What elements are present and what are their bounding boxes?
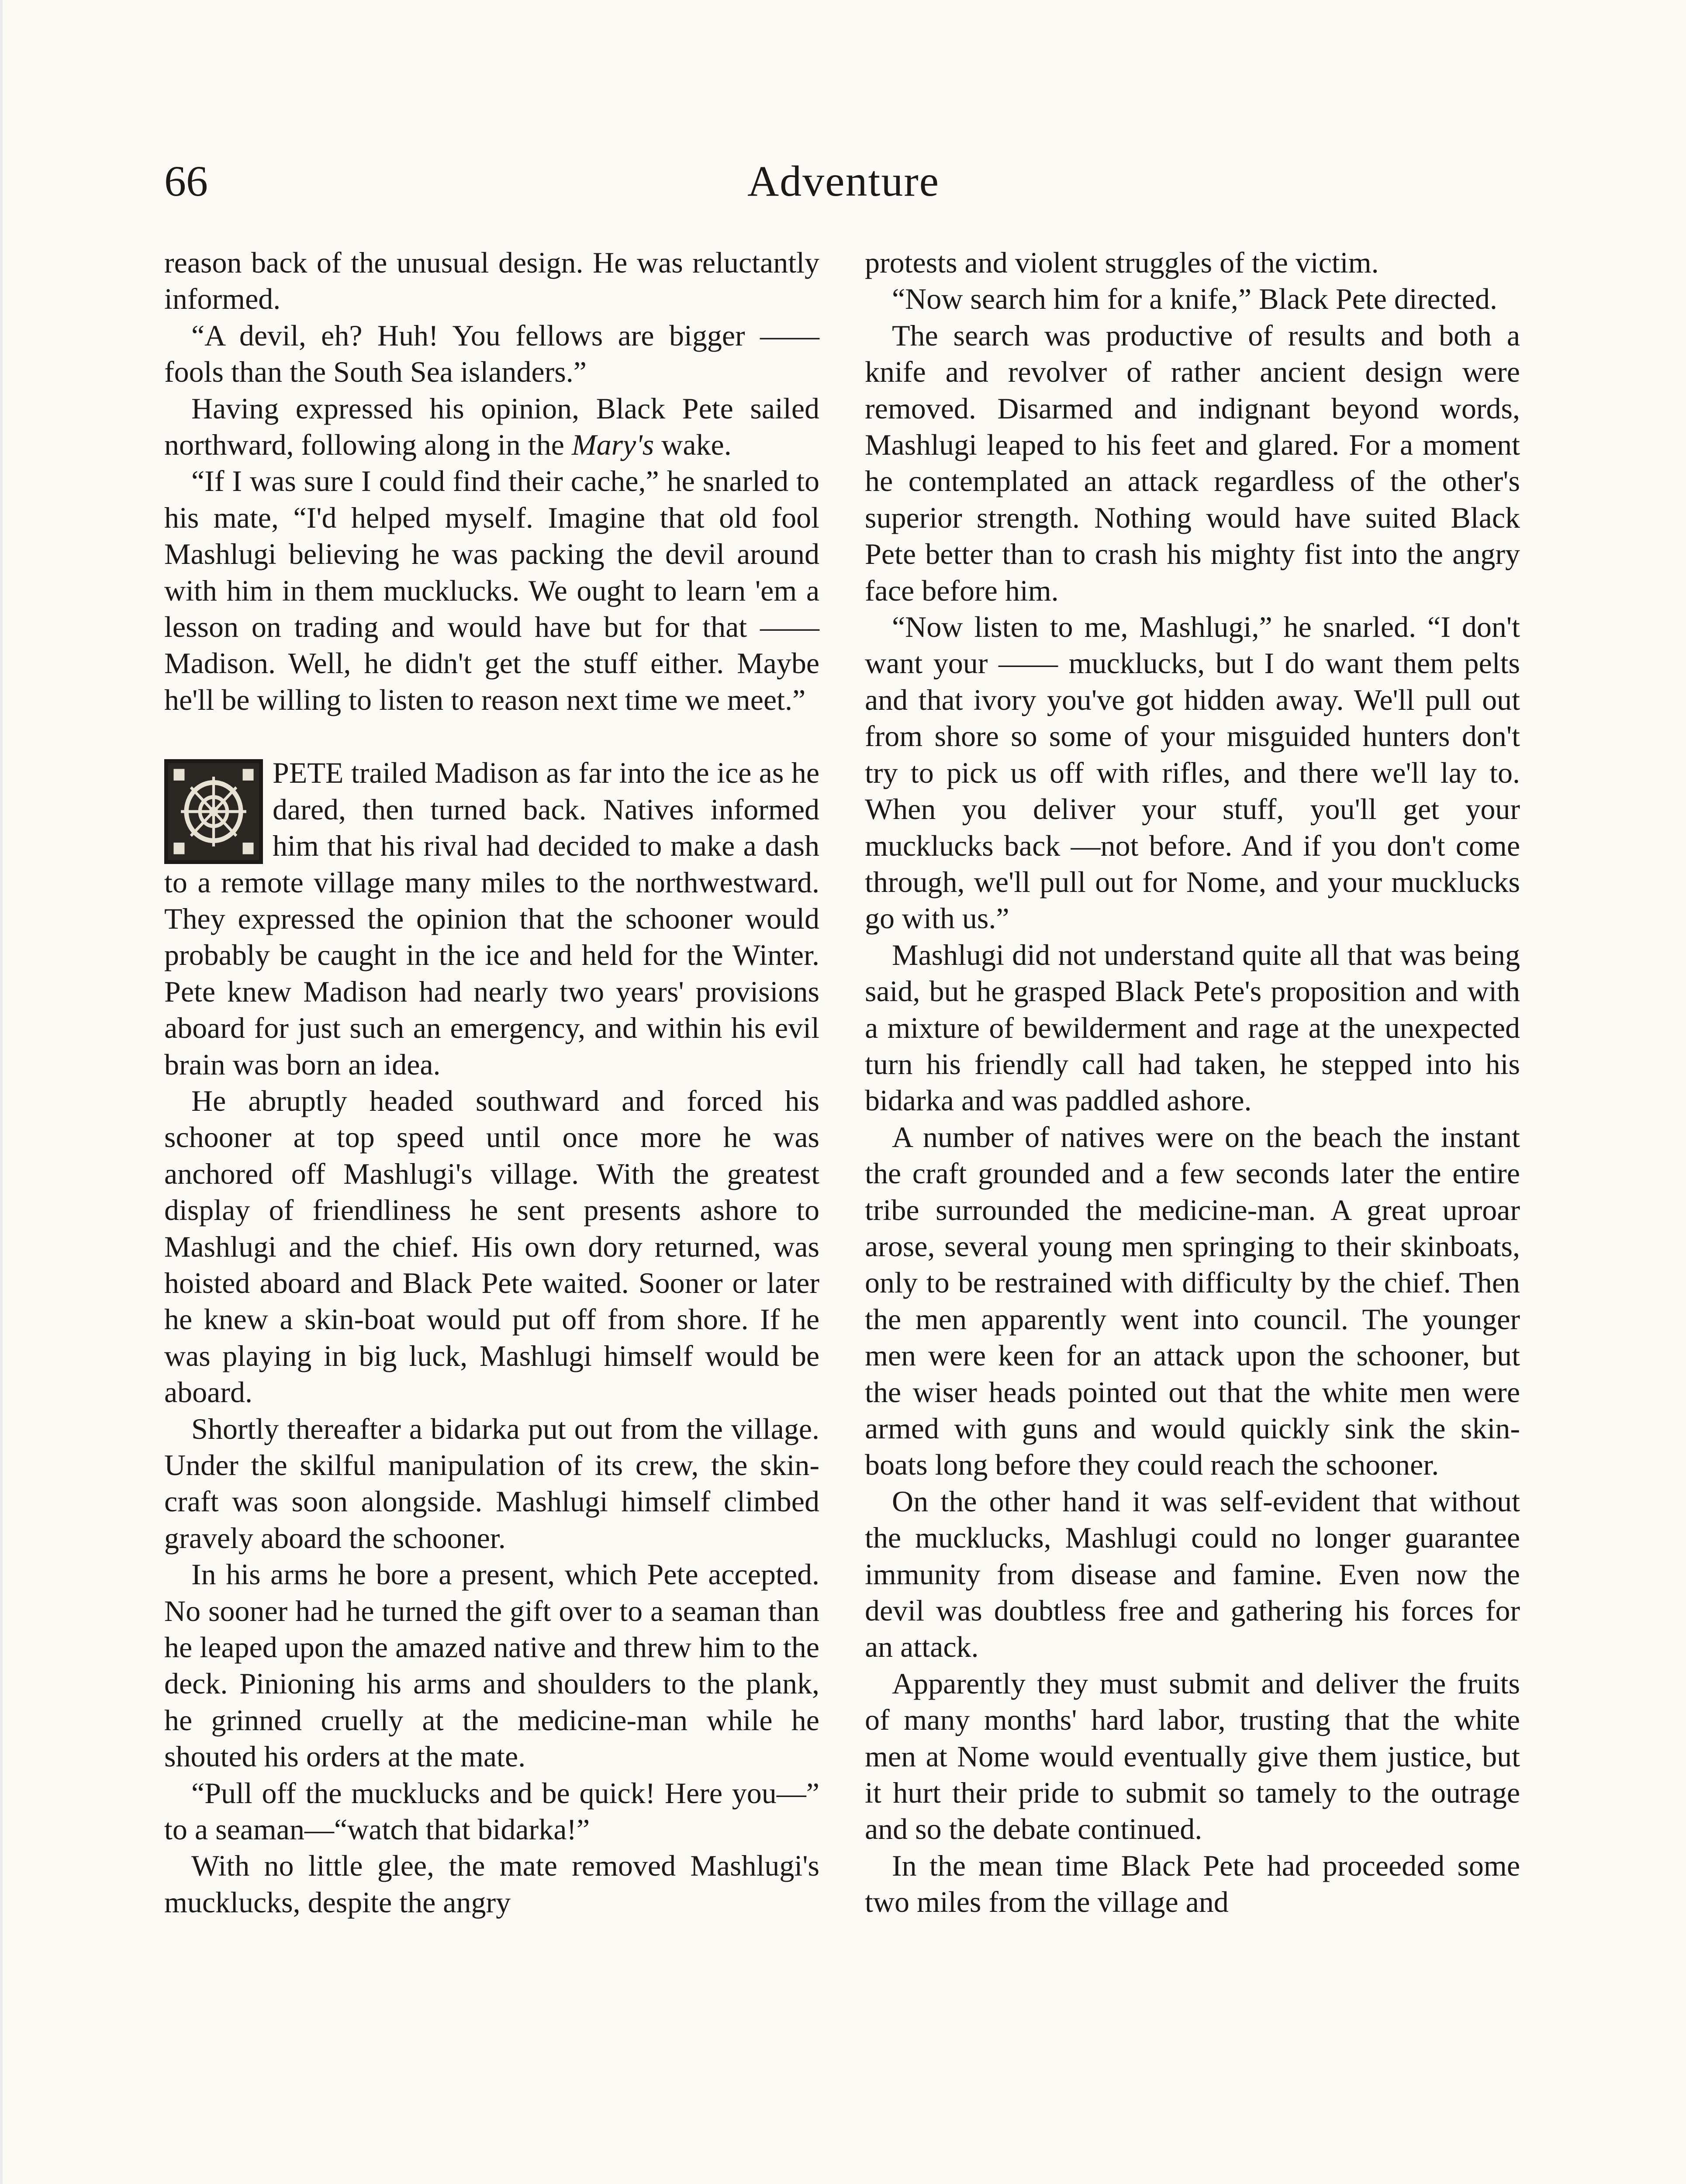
running-head (164, 144, 1523, 218)
right-column (865, 245, 1520, 1921)
page-number: 66 (164, 157, 208, 205)
paragraph: Apparently they must submit and deliver the fruits of many months' hard labor, trusting that the white men at Nome would eventually give them justice, but it hurt their pride to submit so tamely to the outrage and so the debate continued. (865, 1666, 1520, 1846)
paragraph: “Pull off the mucklucks and be quick! Here you—” to a seaman—“watch that bidarka!” (164, 1776, 819, 1846)
paragraph: “If I was sure I could find their cache,” he snarled to his mate, “I'd helped myself. Imagine that old fool Mashlugi believing he was packing the devil around with him in them mucklucks. We ought to learn 'em a lesson on trading and would have but for that —— Madison. Well, he didn't get the stuff either. Maybe he'll be willing to listen to reason next time we meet.” (164, 464, 819, 716)
paragraph: The search was productive of results and both a knife and revolver of rather ancient design were removed. Disarmed and indignant beyond words, Mashlugi leaped to his feet and glared. For a moment he contemplated an attack regardless of the other's superior strength. Nothing would have suited Black Pete better than to crash his mighty fist into the angry face before him. (865, 318, 1520, 607)
paragraph-text: PETE trailed Madison as far into the ice as he dared, then turned back. Natives informed him that his rival had decided to make a dash to a remote village many miles to the northwestward. They expressed the opinion that the schooner would probably be caught in the ice and held for the Winter. Pete knew Madison had nearly two years' provisions aboard for just such an emergency, and within his evil brain was born an idea. (164, 756, 819, 1081)
paragraph: In the mean time Black Pete had proceeded some two miles from the village and (865, 1849, 1520, 1919)
paragraph: protests and violent struggles of the victim. (865, 246, 1379, 279)
paragraph: He abruptly headed southward and forced his schooner at top speed until once more he was anchored off Mashlugi's village. With the greatest display of friendliness he sent presents ashore to Mashlugi and the chief. His own dory returned, was hoisted aboard and Black Pete waited. Sooner or later he knew a skin-boat would put off from shore. If he was playing in big luck, Mashlugi himself would be aboard. (164, 1084, 819, 1409)
paragraph: “Now search him for a knife,” Black Pete directed. (892, 282, 1497, 316)
paragraph: With no little glee, the mate removed Mashlugi's mucklucks, despite the angry (164, 1849, 819, 1919)
paragraph: reason back of the unusual design. He was reluctantly informed. (164, 246, 819, 316)
ornamental-dropcap-icon (164, 759, 263, 864)
paragraph: Shortly thereafter a bidarka put out from the village. Under the skilful manipulation of its crew, the skin-craft was soon alongside. Mashlugi himself climbed gravely aboard the schooner. (164, 1412, 819, 1555)
paragraph: On the other hand it was self-evident that without the mucklucks, Mashlugi could no longer guarantee immunity from disease and famine. Even now the devil was doubtless free and gathering his forces for an attack. (865, 1484, 1520, 1664)
section-start-paragraph (164, 755, 819, 1083)
paragraph: Mashlugi did not understand quite all that was being said, but he grasped Black Pete's proposition and with a mixture of bewilderment and rage at the unexpected turn his friendly call had taken, he stepped into his bidarka and was paddled ashore. (865, 938, 1520, 1117)
paragraph-text: wake. (654, 428, 732, 462)
paragraph: A number of natives were on the beach the instant the craft grounded and a few seconds later the entire tribe surrounded the medicine-man. A great uproar arose, several young men springing to their skinboats, only to be restrained with difficulty by the chief. Then the men apparently went into council. The younger men were keen for an attack upon the schooner, but the wiser heads pointed out that the white men were armed with guns and would quickly sink the skin-boats long before they could reach the schooner. (865, 1120, 1520, 1482)
paragraph (164, 390, 819, 463)
journal-title: Adventure (747, 157, 940, 205)
paragraph: “Now listen to me, Mashlugi,” he snarled. “I don't want your —— mucklucks, but I do want them pelts and that ivory you've got hidden away. We'll pull out from shore so some of your misguided hunters don't try to pick us off with rifles, and there we'll lay to. When you deliver your stuff, you'll get your mucklucks back —not before. And if you don't come through, we'll pull out for Nome, and your mucklucks go with us.” (865, 610, 1520, 935)
ship-name: Mary's (571, 428, 654, 462)
paragraph: “A devil, eh? Huh! You fellows are bigger —— fools than the South Sea islanders.” (164, 318, 819, 389)
paragraph: In his arms he bore a present, which Pete accepted. No sooner had he turned the gift over to a seaman than he leaped upon the amazed native and threw him to the deck. Pinioning his arms and shoulders to the plank, he grinned cruelly at the medicine-man while he shouted his orders at the mate. (164, 1558, 819, 1773)
paragraph-text: Having expressed his opinion, Black Pete sailed northward, following along in the (164, 391, 819, 462)
left-column (164, 245, 819, 1921)
